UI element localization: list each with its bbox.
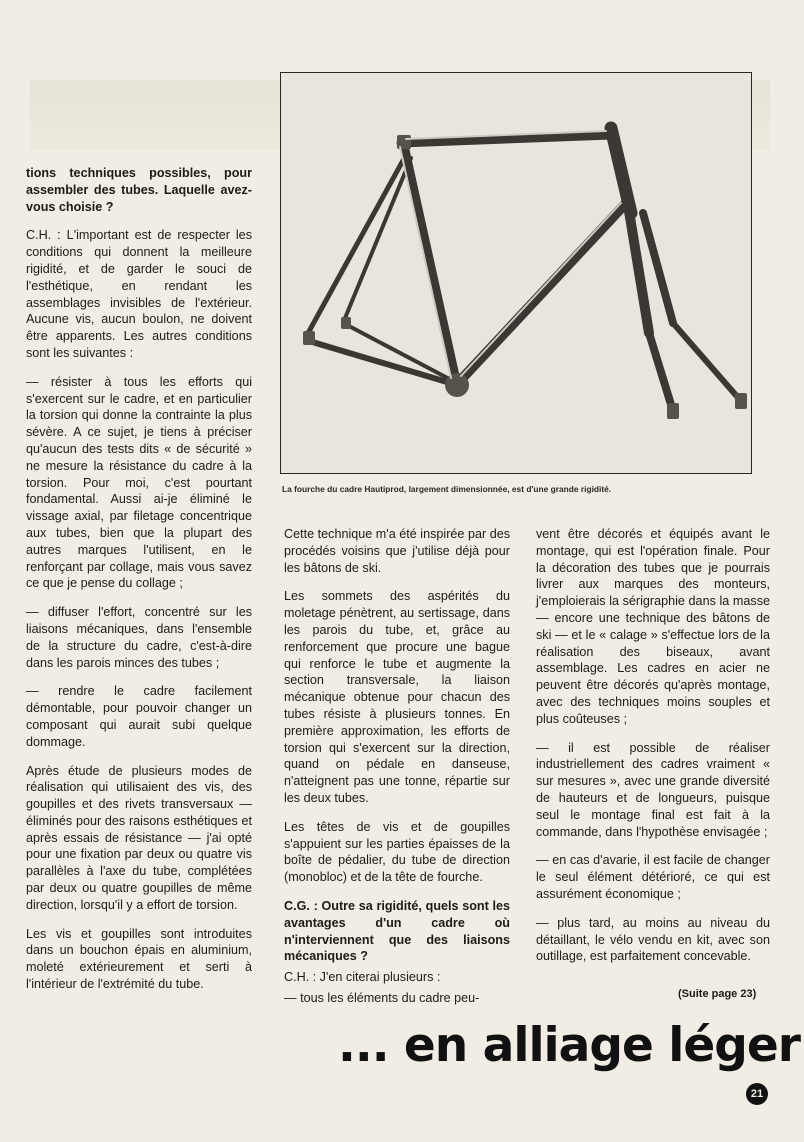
bicycle-frame-illustration	[281, 73, 751, 473]
paragraph-screws: Les vis et goupilles sont introduites dans un bouchon épais en aluminium, moleté extérieurement et serti à l'intérieur de l'extrémité du tube.	[26, 926, 252, 992]
paragraph-fixation: Après étude de plusieurs modes de réalisation qui utilisaient des vis, des goupilles et des rivets transversaux — éliminés pour des raisons esthétiques et après essais de résistance — j'ai opté pour une fixation par deux ou quatre vis parallèles à l'axe du tube, complétées par deux ou quatre goupilles de même direction, lorsqu'il y a effort de torsion.	[26, 763, 252, 912]
question-advantages: C.G. : Outre sa rigidité, quels sont les avantages d'un cadre où n'interviennent que des liaisons mécaniques ?	[284, 898, 510, 964]
paragraph-knurling: Les sommets des aspérités du moletage pénètrent, au sertissage, dans les parois du tube, et, grâce au renforcement que procure une bague qui renforce le tube et augmente la section transversale, la liaison mécanique obtenue pour chacun des tubes résiste à plusieurs tonnes. En première approximation, les efforts de torsion qui s'exercent sur la direction, quand on pédale en danseuse, n'atteignent pas une tonne, répartie sur les deux tubes.	[284, 589, 510, 805]
text-column-3	[536, 526, 770, 977]
question-intro: tions techniques possibles, pour assembler des tubes. Laquelle avez-vous choisie ?	[26, 166, 252, 214]
paragraph-screw-heads: Les têtes de vis et de goupilles s'appuient sur les parties épaisses de la boîte de pédalier, du tube de direction (monobloc) et de la tête de fourche.	[284, 819, 510, 885]
text-column-1	[26, 165, 252, 1005]
list-item-elements: — tous les éléments du cadre peu-	[284, 990, 480, 1005]
list-item-custom-frames: — il est possible de réaliser industriellement des cadres vraiment « sur mesures », avec une grande diversité de hauteurs et de longueurs, puisque seul le montage final est fait à la commande, dans l'hypothèse envisagée ;	[536, 740, 770, 839]
list-item-diffuse: — diffuser l'effort, concentré sur les liaisons mécaniques, dans l'ensemble de la structure du cadre, c'est-à-dire dans les parois minces des tubes ;	[26, 605, 252, 670]
answer-paragraph: C.H. : L'important est de respecter les conditions qui donnent la meilleure rigidité, et de garder le souci de l'esthétique, en rendant les assemblages invisibles de l'extérieur. Aucune vis, aucun boulon, ne doivent être apparents. Les autres conditions sont les suivantes :	[26, 228, 252, 360]
list-item-kit: — plus tard, au moins au niveau du détaillant, le vélo vendu en kit, avec son outillage, est parfaitement concevable.	[536, 915, 770, 964]
answer-intro: C.H. : J'en citerai plusieurs :	[284, 970, 441, 985]
continued-note: (Suite page 23)	[678, 988, 757, 1000]
text-column-2	[284, 526, 510, 1019]
list-item-torsion: — résister à tous les efforts qui s'exercent sur le cadre, et en particulier la torsion qui donne la contrainte la plus sévère. A ce sujet, je tiens à préciser qu'aucun des tests dits « de sécurité » ne mesure la résistance du cadre à la torsion. Pour moi, c'est pourtant fondamental. Aussi ai-je éliminé le vissage axial, par filetage concentrique aux tubes, bien que la plupart des autres marques l'utilisent, en le renforçant par collage, mais vous savez ce que je pense du collage ;	[26, 374, 252, 591]
paragraph-decoration: vent être décorés et équipés avant le montage, qui est l'opération finale. Pour la décoration des tubes que je pourrais livrer aux marques des monteurs, j'emploierais la sérigraphie dans la masse — encore une technique des bâtons de ski — et le « calage » s'effectue lors de la réalisation des biseaux, avant assemblage. Les cadres en acier ne peuvent être décorés qu'après montage, avec des techniques moins souples et plus coûteuses ;	[536, 527, 770, 726]
photo-caption: La fourche du cadre Hautiprod, largement dimensionnée, est d'une grande rigidité.	[282, 484, 612, 494]
bicycle-frame-photo	[280, 72, 752, 474]
page-number: 21	[746, 1083, 768, 1105]
list-item-repair: — en cas d'avarie, il est facile de changer le seul élément détérioré, ce qui est assurément économique ;	[536, 853, 770, 901]
paragraph-inspiration: Cette technique m'a été inspirée par des procédés voisins que j'utilise déjà pour les bâtons de ski.	[284, 527, 510, 575]
section-headline: ... en alliage léger	[338, 1018, 800, 1073]
list-item-demountable: — rendre le cadre facilement démontable, pour pouvoir changer un composant qui aurait subi quelque dommage.	[26, 684, 252, 749]
